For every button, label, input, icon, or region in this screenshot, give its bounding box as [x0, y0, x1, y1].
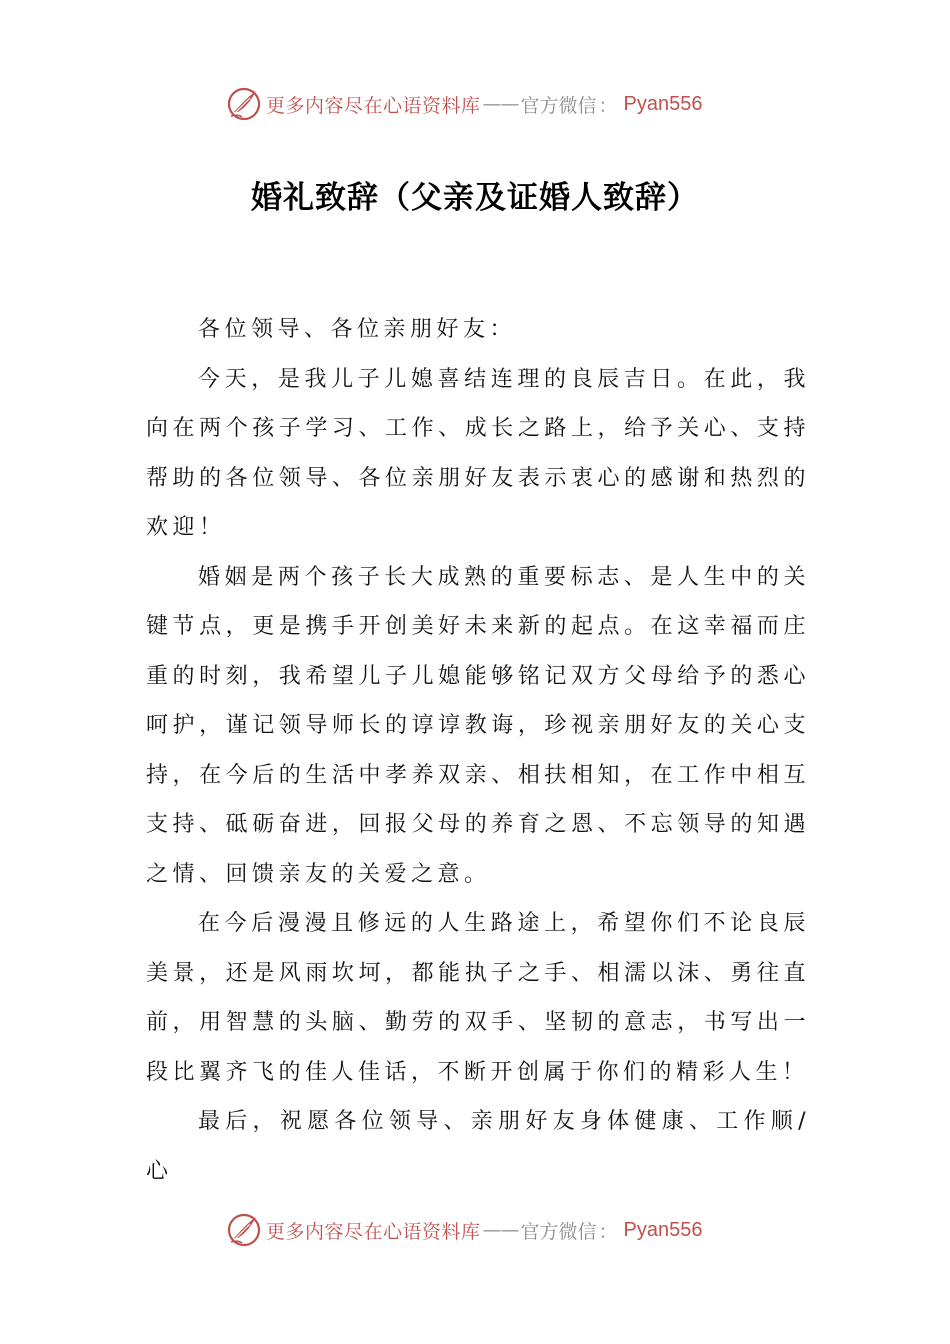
body-paragraph: 在今后漫漫且修远的人生路途上，希望你们不论良辰美景，还是风雨坎坷，都能执子之手、相濡以沫、勇往直前，用智慧的头脑、勤劳的双手、坚韧的意志，书写出一段比翼齐飞的佳人佳话，不断开创属于你们的精彩人生！ — [146, 911, 810, 1085]
document-title: 婚礼致辞（父亲及证婚人致辞） — [251, 180, 699, 216]
wechat-account: Pyan556 — [623, 1218, 703, 1241]
wechat-label: 官方微信 — [520, 94, 597, 117]
salutation-paragraph: 各位领导、各位亲朋好友： — [198, 317, 517, 342]
banner-colon: ： — [598, 1220, 618, 1243]
body-paragraph: 今天，是我儿子儿媳喜结连理的良辰吉日。在此，我向在两个孩子学习、工作、成长之路上，给予关心、支持帮助的各位领导、各位亲朋好友表示衷心的感谢和热烈的欢迎！ — [146, 366, 810, 540]
wechat-label: 官方微信 — [520, 1220, 597, 1243]
quill-pen-logo-icon — [226, 1212, 262, 1248]
document-body — [146, 305, 810, 1196]
brand-text: 更多内容尽在心语资料库 — [266, 1220, 481, 1243]
wechat-account: Pyan556 — [623, 92, 703, 115]
banner-colon: ： — [598, 94, 618, 117]
banner-separator: —— — [482, 1219, 519, 1241]
closing-paragraph: 最后，祝愿各位领导、亲朋好友身体健康、工作顺/心 — [146, 1109, 810, 1184]
banner-separator: —— — [482, 93, 519, 115]
brand-text: 更多内容尽在心语资料库 — [266, 94, 481, 117]
body-paragraph: 婚姻是两个孩子长大成熟的重要标志、是人生中的关键节点，更是携手开创美好未来新的起点。在这幸福而庄重的时刻，我希望儿子儿媳能够铭记双方父母给予的悉心呵护，谨记领导师长的谆谆教诲，珍视亲朋好友的关心支持，在今后的生活中孝养双亲、相扶相知，在工作中相互支持、砥砺奋进，回报父母的养育之恩、不忘领导的知遇之情、回馈亲友的关爱之意。 — [146, 564, 810, 887]
quill-pen-logo-icon — [226, 86, 262, 122]
header-banner — [226, 84, 703, 124]
footer-banner — [226, 1210, 703, 1250]
